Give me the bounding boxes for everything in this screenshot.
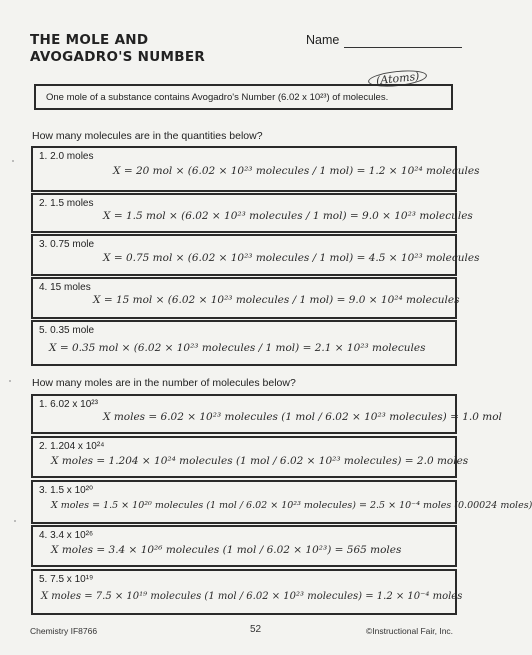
handwritten-answer: X = 20 mol × (6.02 × 10²³ molecules / 1 mol) = 1.2 × 10²⁴ molecules xyxy=(113,165,480,177)
handwritten-answer: X = 1.5 mol × (6.02 × 10²³ molecules / 1 mol) = 9.0 × 10²³ molecules xyxy=(103,210,473,222)
handwritten-answer: X moles = 1.204 × 10²⁴ molecules (1 mol / 6.02 × 10²³ molecules) = 2.0 moles xyxy=(51,455,469,467)
problem-row[interactable] xyxy=(31,277,460,319)
title-line-1: THE MOLE AND xyxy=(30,32,149,48)
handwritten-answer: X moles = 6.02 × 10²³ molecules (1 mol / 6.02 × 10²³ molecules) = 1.0 mol xyxy=(103,411,502,423)
problem-row[interactable] xyxy=(31,394,502,434)
problem-label: 5. 0.35 mole xyxy=(39,325,95,336)
problem-row[interactable] xyxy=(31,436,469,478)
footer-copyright: ©Instructional Fair, Inc. xyxy=(366,626,454,636)
problem-label: 5. 7.5 x 10¹⁹ xyxy=(39,574,94,585)
problem-label: 1. 6.02 x 10²³ xyxy=(39,399,98,410)
name-blank-line[interactable] xyxy=(344,47,462,48)
problem-row[interactable] xyxy=(31,569,463,615)
scan-speck xyxy=(9,380,11,382)
problem-row[interactable] xyxy=(31,525,457,567)
problem-label: 1. 2.0 moles xyxy=(39,151,94,162)
handwritten-answer: X = 15 mol × (6.02 × 10²³ molecules / 1 mol) = 9.0 × 10²⁴ molecules xyxy=(93,294,460,306)
problem-row[interactable] xyxy=(31,146,480,192)
problem-label: 3. 1.5 x 10²⁰ xyxy=(39,485,94,496)
section-1-question: How many molecules are in the quantities below? xyxy=(32,130,263,142)
problem-label: 2. 1.204 x 10²⁴ xyxy=(39,441,105,452)
handwritten-answer: X moles = 1.5 × 10²⁰ molecules (1 mol / 6.02 × 10²³ molecules) = 2.5 × 10⁻⁴ moles (0.00024 moles) xyxy=(51,500,532,511)
page-title xyxy=(30,32,205,66)
problem-row[interactable] xyxy=(31,480,532,524)
handwritten-note: (Atoms) xyxy=(367,68,428,89)
page-number: 52 xyxy=(250,624,262,635)
scan-speck xyxy=(14,520,16,522)
problem-label: 3. 0.75 mole xyxy=(39,239,95,250)
problem-label: 4. 15 moles xyxy=(39,282,91,293)
avogadro-fact-box xyxy=(34,84,453,110)
section-2-question: How many moles are in the number of molecules below? xyxy=(32,377,296,389)
problem-label: 2. 1.5 moles xyxy=(39,198,94,209)
scan-speck xyxy=(12,160,14,162)
problem-label: 4. 3.4 x 10²⁶ xyxy=(39,530,94,541)
fact-text: One mole of a substance contains Avogadro's Number (6.02 x 10²³) of molecules. xyxy=(46,91,389,103)
name-label: Name xyxy=(306,33,340,47)
title-line-2: AVOGADRO'S NUMBER xyxy=(30,49,206,65)
problem-row[interactable] xyxy=(31,320,457,366)
handwritten-answer: X = 0.35 mol × (6.02 × 10²³ molecules / 1 mol) = 2.1 × 10²³ molecules xyxy=(49,342,426,354)
problem-row[interactable] xyxy=(31,193,473,233)
problem-row[interactable] xyxy=(31,234,480,276)
handwritten-answer: X = 0.75 mol × (6.02 × 10²³ molecules / 1 mol) = 4.5 × 10²³ molecules xyxy=(103,252,480,264)
handwritten-answer: X moles = 3.4 × 10²⁶ molecules (1 mol / 6.02 × 10²³) = 565 moles xyxy=(51,544,402,556)
footer-publication: Chemistry IF8766 xyxy=(30,626,98,636)
handwritten-answer: X moles = 7.5 × 10¹⁹ molecules (1 mol / 6.02 × 10²³ molecules) = 1.2 × 10⁻⁴ moles xyxy=(41,591,463,602)
